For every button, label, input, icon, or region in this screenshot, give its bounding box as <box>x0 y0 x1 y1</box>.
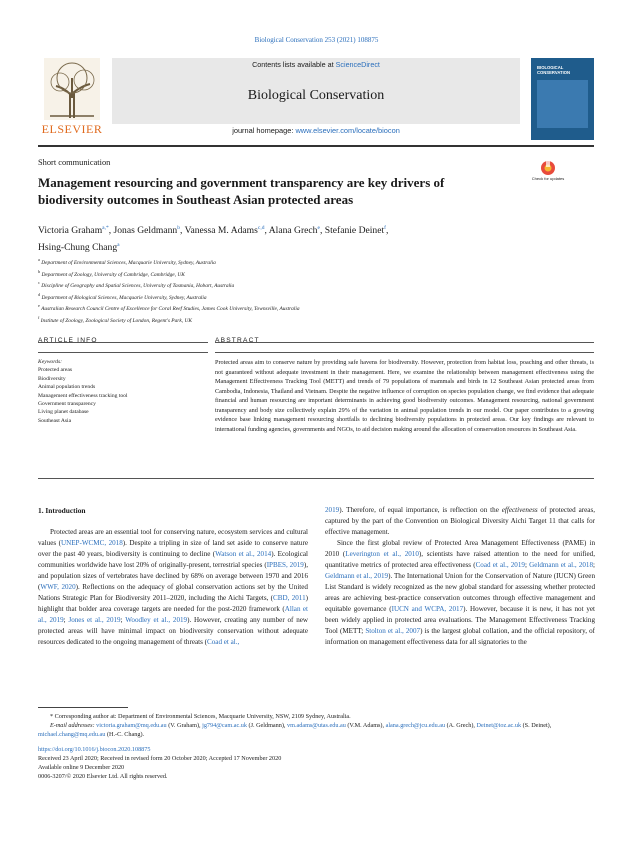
divider <box>215 342 594 343</box>
keywords-block <box>38 358 208 425</box>
intro-paragraph-1-cont <box>325 505 595 538</box>
abstract-text: Protected areas aim to conserve nature by providing safe havens for biodiversity. However, protection from habitat loss, poaching and other threats, is not guaranteed without adequate investment in their management. Here, we examine the relationship between management effectiveness using the Management Effectiveness Tracking Tool (METT) and trends of 79 populations of mammals and birds in 12 Southeast Asian protected areas from Cambodia, Indonesia, Thailand and Vietnam. Despite the negative influence of corruption on species population change, we find evidence that adequate financial and human resourcing are important determinants in achieving good biodiversity outcomes. Management resourcing, national government transparency and body size collectively explain 29% of the variation in animal population trends in our model. Our paper contributes to a growing evidence base linking management resourcing shortfalls to declining biodiversity populations in protected areas. Our key findings are relevant to international funding agencies, governments and NGOs, to aid decision making around the allocation of conservation resources in Southeast Asia. <box>215 359 594 433</box>
citation-link[interactable]: IPBES, 2019 <box>266 561 304 569</box>
text-run: ) highlight that bolder area coverage targets are needed for the post-2020 framework ( <box>38 594 308 613</box>
text-run: of protected areas, captured by the part of the Convention on Biological Diversity Aichi Target 11 that calls for effective management. <box>325 506 595 536</box>
citation-link[interactable]: alana.grech@jcu.edu.au <box>385 722 446 729</box>
author-name[interactable]: Jonas Geldmann <box>113 225 178 237</box>
text-run: effectiveness <box>501 506 538 514</box>
author-name[interactable]: Stefanie Deinet <box>324 225 385 237</box>
affiliation-item <box>38 291 578 303</box>
author-affiliation-marker[interactable]: a,* <box>102 225 109 231</box>
author-separator: , <box>319 225 325 237</box>
citation-link[interactable]: Watson et al., 2014 <box>215 550 272 558</box>
author-separator: , <box>108 225 114 237</box>
author-name[interactable]: Victoria Graham <box>38 225 103 237</box>
affiliation-text: Discipline of Geography and Spatial Sciences, University of Tasmania, Hobart, Australia <box>39 282 235 289</box>
check-updates-label: Check for updates <box>531 176 565 181</box>
affiliation-marker: b <box>38 268 41 274</box>
keyword-item: Management effectiveness tracking tool <box>38 392 128 399</box>
text-run: (S. Deinet), <box>521 722 552 729</box>
citation-link[interactable]: UNEP-WCMC, 2018 <box>60 539 123 547</box>
text-run: ). Therefore, of equal importance, is reflection on the <box>339 506 502 514</box>
citation-link[interactable]: Jones et al., 2019 <box>68 616 121 624</box>
author-separator: , <box>385 225 389 237</box>
text-run: ) is the largest global collation, and the official repository, of information on management effectiveness data for all signatories to the <box>325 627 596 646</box>
text-run: ), scientists have raised attention to the need for unified, quantitative metrics of protected area effectiveness ( <box>325 550 595 569</box>
keyword-item: Protected areas <box>38 367 73 374</box>
affiliation-item <box>38 256 578 268</box>
keyword-item: Government transparency <box>38 401 96 408</box>
affiliation-item <box>38 268 578 280</box>
affiliation-item <box>38 279 578 291</box>
text-run: Protected areas are an essential tool for conserving nature, ecosystem services and cultural values ( <box>38 528 308 547</box>
author-affiliation-marker[interactable]: e <box>317 225 320 231</box>
text-run: ), and population sizes of vertebrates have declined by 68% on average between 1970 and 2016 ( <box>38 561 308 591</box>
citation-link[interactable]: CBD, 2011 <box>273 594 306 602</box>
citation-link[interactable]: Stolton et al., 2007 <box>365 627 421 635</box>
citation-link[interactable]: jg794@cam.ac.uk <box>202 722 247 729</box>
author-separator: , <box>179 225 185 237</box>
elsevier-tree-icon <box>44 58 100 120</box>
authors-line-2 <box>38 238 568 255</box>
text-run: ; <box>524 561 530 569</box>
affiliation-item <box>38 314 578 326</box>
elsevier-logo[interactable] <box>38 58 106 140</box>
author-name[interactable]: Hsing-Chung Chang <box>38 242 118 254</box>
intro-paragraph-2 <box>325 538 595 648</box>
citation-link[interactable]: Geldmann et al., 2018 <box>529 561 594 569</box>
author-affiliation-marker[interactable]: a <box>117 242 120 249</box>
section-heading-introduction: 1. Introduction <box>38 506 86 515</box>
citation-link[interactable]: Coad et al., <box>207 638 240 646</box>
text-run: (V. Graham), <box>166 722 203 729</box>
check-for-updates-button[interactable] <box>530 160 566 190</box>
citation-link[interactable]: Allan et al., 2019 <box>38 605 308 624</box>
homepage-line <box>112 126 520 135</box>
text-run: ). Ecological communities worldwide have lost 20% of originally-present, terrestrial species ( <box>38 550 308 569</box>
keyword-item: Animal population trends <box>38 384 96 391</box>
text-run: ; <box>120 616 126 624</box>
text-run: Since the first global review of Protected Area Management Effectiveness (PAME) in 2010 ( <box>325 539 595 558</box>
received-dates: Received 23 April 2020; Received in revised form 20 October 2020; Accepted 17 November 2020 <box>38 755 282 762</box>
affiliation-marker: f <box>38 314 40 320</box>
article-title: Management resourcing and government transparency are key drivers of biodiversity outcomes in Southeast Asian protected areas <box>38 175 445 207</box>
divider <box>38 352 208 353</box>
citation-link[interactable]: Deinet@ioz.ac.uk <box>476 722 522 729</box>
divider <box>215 352 594 353</box>
citation-link[interactable]: vm.adams@utas.edu.au <box>287 722 346 729</box>
affiliation-text: Department of Biological Sciences, Macquarie University, Sydney, Australia <box>40 294 207 301</box>
available-online: Available online 9 December 2020 <box>38 764 125 771</box>
text-run: (J. Geldmann), <box>246 722 288 729</box>
cover-image <box>537 80 588 128</box>
author-affiliation-marker[interactable]: f <box>384 225 386 231</box>
affiliations <box>38 256 578 325</box>
affiliation-marker: e <box>38 303 40 308</box>
text-run: ; <box>593 561 596 569</box>
sciencedirect-link[interactable]: ScienceDirect <box>335 60 380 69</box>
divider <box>38 145 594 147</box>
keyword-item: Biodiversity <box>38 375 66 382</box>
citation-link[interactable]: Geldmann et al., 2019 <box>325 572 389 580</box>
keyword-list <box>38 366 208 425</box>
text-run: ). Reflections on the adequacy of global conservation actions set by the United Nations Strategic Plan for Biodiversity 2011–2020, including the Aichi Targets, ( <box>38 583 308 602</box>
footnote-divider <box>38 707 128 708</box>
text-run: (A. Grech), <box>445 722 477 729</box>
email-addresses <box>38 721 594 739</box>
intro-paragraph-1 <box>38 527 308 648</box>
citation-link[interactable]: IUCN and WCPA, 2017 <box>391 605 464 613</box>
authors-line-1 <box>38 221 568 238</box>
citation-link[interactable]: WWF, 2020 <box>40 583 76 591</box>
homepage-link[interactable]: www.elsevier.com/locate/biocon <box>295 126 400 135</box>
article-info-heading: ARTICLE INFO <box>38 337 98 344</box>
keywords-label: Keywords: <box>38 359 63 365</box>
contents-line <box>112 60 520 69</box>
affiliation-text: Department of Zoology, University of Cambridge, Cambridge, UK <box>40 271 185 278</box>
journal-title[interactable]: Biological Conservation <box>247 88 385 103</box>
article-type: Short communication <box>38 158 111 167</box>
text-run: ). The International Union for the Conservation of Nature (IUCN) Green List Standard is widely recognized as the new global standard for assessing whether protected areas are achieving best-practice conservation outcomes through effective management and equitable governance ( <box>325 572 596 613</box>
citation-link[interactable]: Woodley et al., 2019 <box>125 616 188 624</box>
homepage-prefix: journal homepage: <box>232 126 296 135</box>
affiliation-marker: d <box>38 291 41 297</box>
doi-link[interactable]: https://doi.org/10.1016/j.biocon.2020.108875 <box>38 746 151 753</box>
affiliation-item <box>38 302 578 314</box>
contents-prefix: Contents lists available at <box>252 60 336 69</box>
abstract-heading: ABSTRACT <box>215 337 260 344</box>
body-column-right <box>325 505 595 648</box>
divider <box>38 478 594 479</box>
journal-reference[interactable]: Biological Conservation 253 (2021) 108875 <box>254 36 379 44</box>
journal-cover[interactable] <box>531 58 594 140</box>
publisher-name: ELSEVIER <box>41 122 103 136</box>
author-list <box>38 221 568 255</box>
affiliation-text: Institute of Zoology, Zoological Society of London, Regent's Park, UK <box>39 317 192 324</box>
text-run: ). However, because it is new, it has not yet been widely applied in protected area evaluations. The Management Effectiveness Tracking Tool (METT; <box>325 605 595 635</box>
citation-link[interactable]: Leverington et al., 2010 <box>345 550 419 558</box>
citation-link[interactable]: Coad et al., 2019 <box>475 561 525 569</box>
journal-header <box>112 58 520 140</box>
text-run: ). Despite a tripling in size of land set aside to conserve nature over the past 40 years, biodiversity is continuing to decline ( <box>38 539 308 558</box>
affiliation-text: Australian Research Council Centre of Excellence for Coral Reef Studies, James Cook University, Townsville, Australia <box>39 305 300 312</box>
body-column-left <box>38 505 308 648</box>
author-separator: , <box>264 225 269 237</box>
affiliation-marker: a <box>38 257 40 262</box>
keyword-item: Living planet database <box>38 409 89 416</box>
footnotes <box>38 712 594 739</box>
affiliation-marker: c <box>38 280 40 285</box>
author-affiliation-marker[interactable]: b <box>177 225 180 231</box>
author-name[interactable]: Alana Grech <box>268 225 318 237</box>
copyright: 0006-3207/© 2020 Elsevier Ltd. All rights reserved. <box>38 773 168 780</box>
citation-link[interactable]: victoria.graham@mq.edu.au <box>96 722 167 729</box>
text-run: E-mail addresses: <box>50 722 97 729</box>
cover-title: BIOLOGICAL CONSERVATION <box>537 65 571 75</box>
author-affiliation-marker[interactable]: c,d <box>257 225 265 231</box>
author-name[interactable]: Vanessa M. Adams <box>184 225 258 237</box>
affiliation-text: Department of Environmental Sciences, Macquarie University, Sydney, Australia <box>39 259 216 266</box>
text-run: (V.M. Adams), <box>345 722 386 729</box>
citation-link[interactable]: michael.chang@mq.edu.au <box>38 731 106 738</box>
check-updates-icon <box>530 160 566 176</box>
text-run: ). However, creating any number of new protected areas will have minimal impact on biodiversity conservation without adequate resources dedicated to the ongoing management of threats ( <box>38 616 309 646</box>
text-run: ; <box>63 616 69 624</box>
text-run: (H.-C. Chang). <box>105 731 145 738</box>
citation-link[interactable]: 2019 <box>325 506 340 514</box>
keyword-item: Southeast Asia <box>38 417 72 424</box>
corresponding-author-note: * Corresponding author at: Department of Environmental Sciences, Macquarie University, NSW, 2109 Sydney, Australia. <box>50 713 351 720</box>
publication-info <box>38 745 594 781</box>
